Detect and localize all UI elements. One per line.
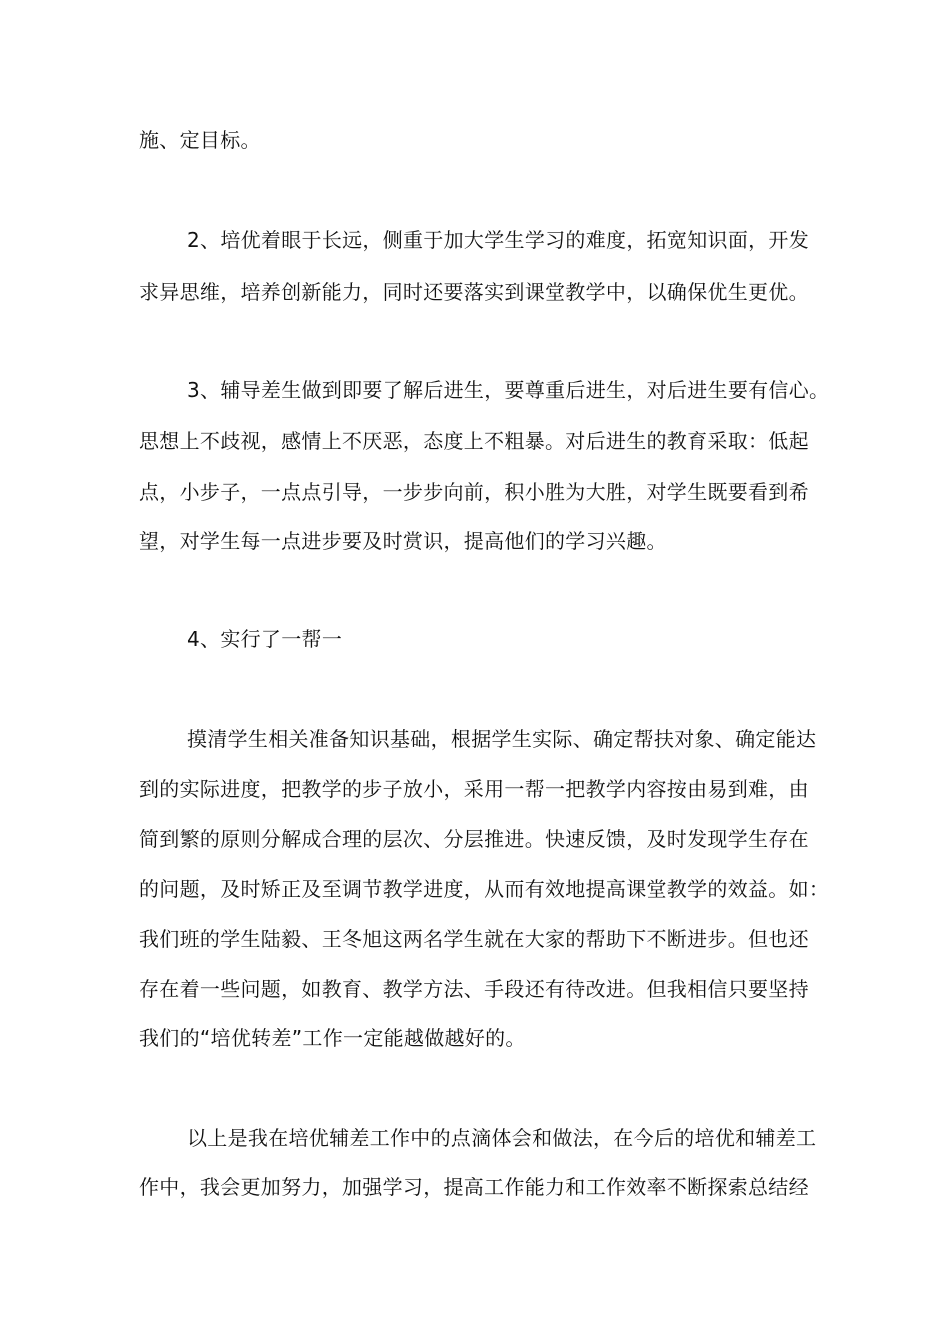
paragraph-5-line-7: 我们的“培优转差”工作一定能越做越好的。 (139, 1026, 526, 1050)
paragraph-2-line-1: 2、培优着眼于长远，侧重于加大学生学习的难度，拓宽知识面，开发 (187, 228, 810, 252)
paragraph-4-heading: 4、实行了一帮一 (187, 627, 343, 651)
paragraph-3-line-3: 点，小步子，一点点引导，一步步向前，积小胜为大胜，对学生既要看到希 (139, 480, 809, 504)
paragraph-3-line-1: 3、辅导差生做到即要了解后进生，要尊重后进生，对后进生要有信心。 (187, 378, 830, 402)
paragraph-5-line-3: 简到繁的原则分解成合理的层次、分层推进。快速反馈，及时发现学生存在 (139, 827, 809, 851)
paragraph-3-line-4: 望，对学生每一点进步要及时赏识，提高他们的学习兴趣。 (139, 529, 667, 553)
paragraph-1-line-1: 施、定目标。 (139, 128, 261, 152)
paragraph-6-line-2: 作中，我会更加努力，加强学习，提高工作能力和工作效率不断探索总结经 (139, 1175, 809, 1199)
paragraph-5-line-2: 到的实际进度，把教学的步子放小，采用一帮一把教学内容按由易到难，由 (139, 777, 809, 801)
paragraph-5-line-5: 我们班的学生陆毅、王冬旭这两名学生就在大家的帮助下不断进步。但也还 (139, 927, 809, 951)
paragraph-6-line-1: 以上是我在培优辅差工作中的点滴体会和做法，在今后的培优和辅差工 (187, 1126, 817, 1150)
paragraph-5-line-1: 摸清学生相关准备知识基础，根据学生实际、确定帮扶对象、确定能达 (187, 727, 817, 751)
paragraph-5-line-4: 的问题，及时矫正及至调节教学进度，从而有效地提高课堂教学的效益。如： (139, 877, 830, 901)
paragraph-2-line-2: 求异思维，培养创新能力，同时还要落实到课堂教学中，以确保优生更优。 (139, 280, 809, 304)
paragraph-5-line-6: 存在着一些问题，如教育、教学方法、手段还有待改进。但我相信只要坚持 (139, 977, 809, 1001)
paragraph-3-line-2: 思想上不歧视，感情上不厌恶，态度上不粗暴。对后进生的教育采取：低起 (139, 429, 809, 453)
